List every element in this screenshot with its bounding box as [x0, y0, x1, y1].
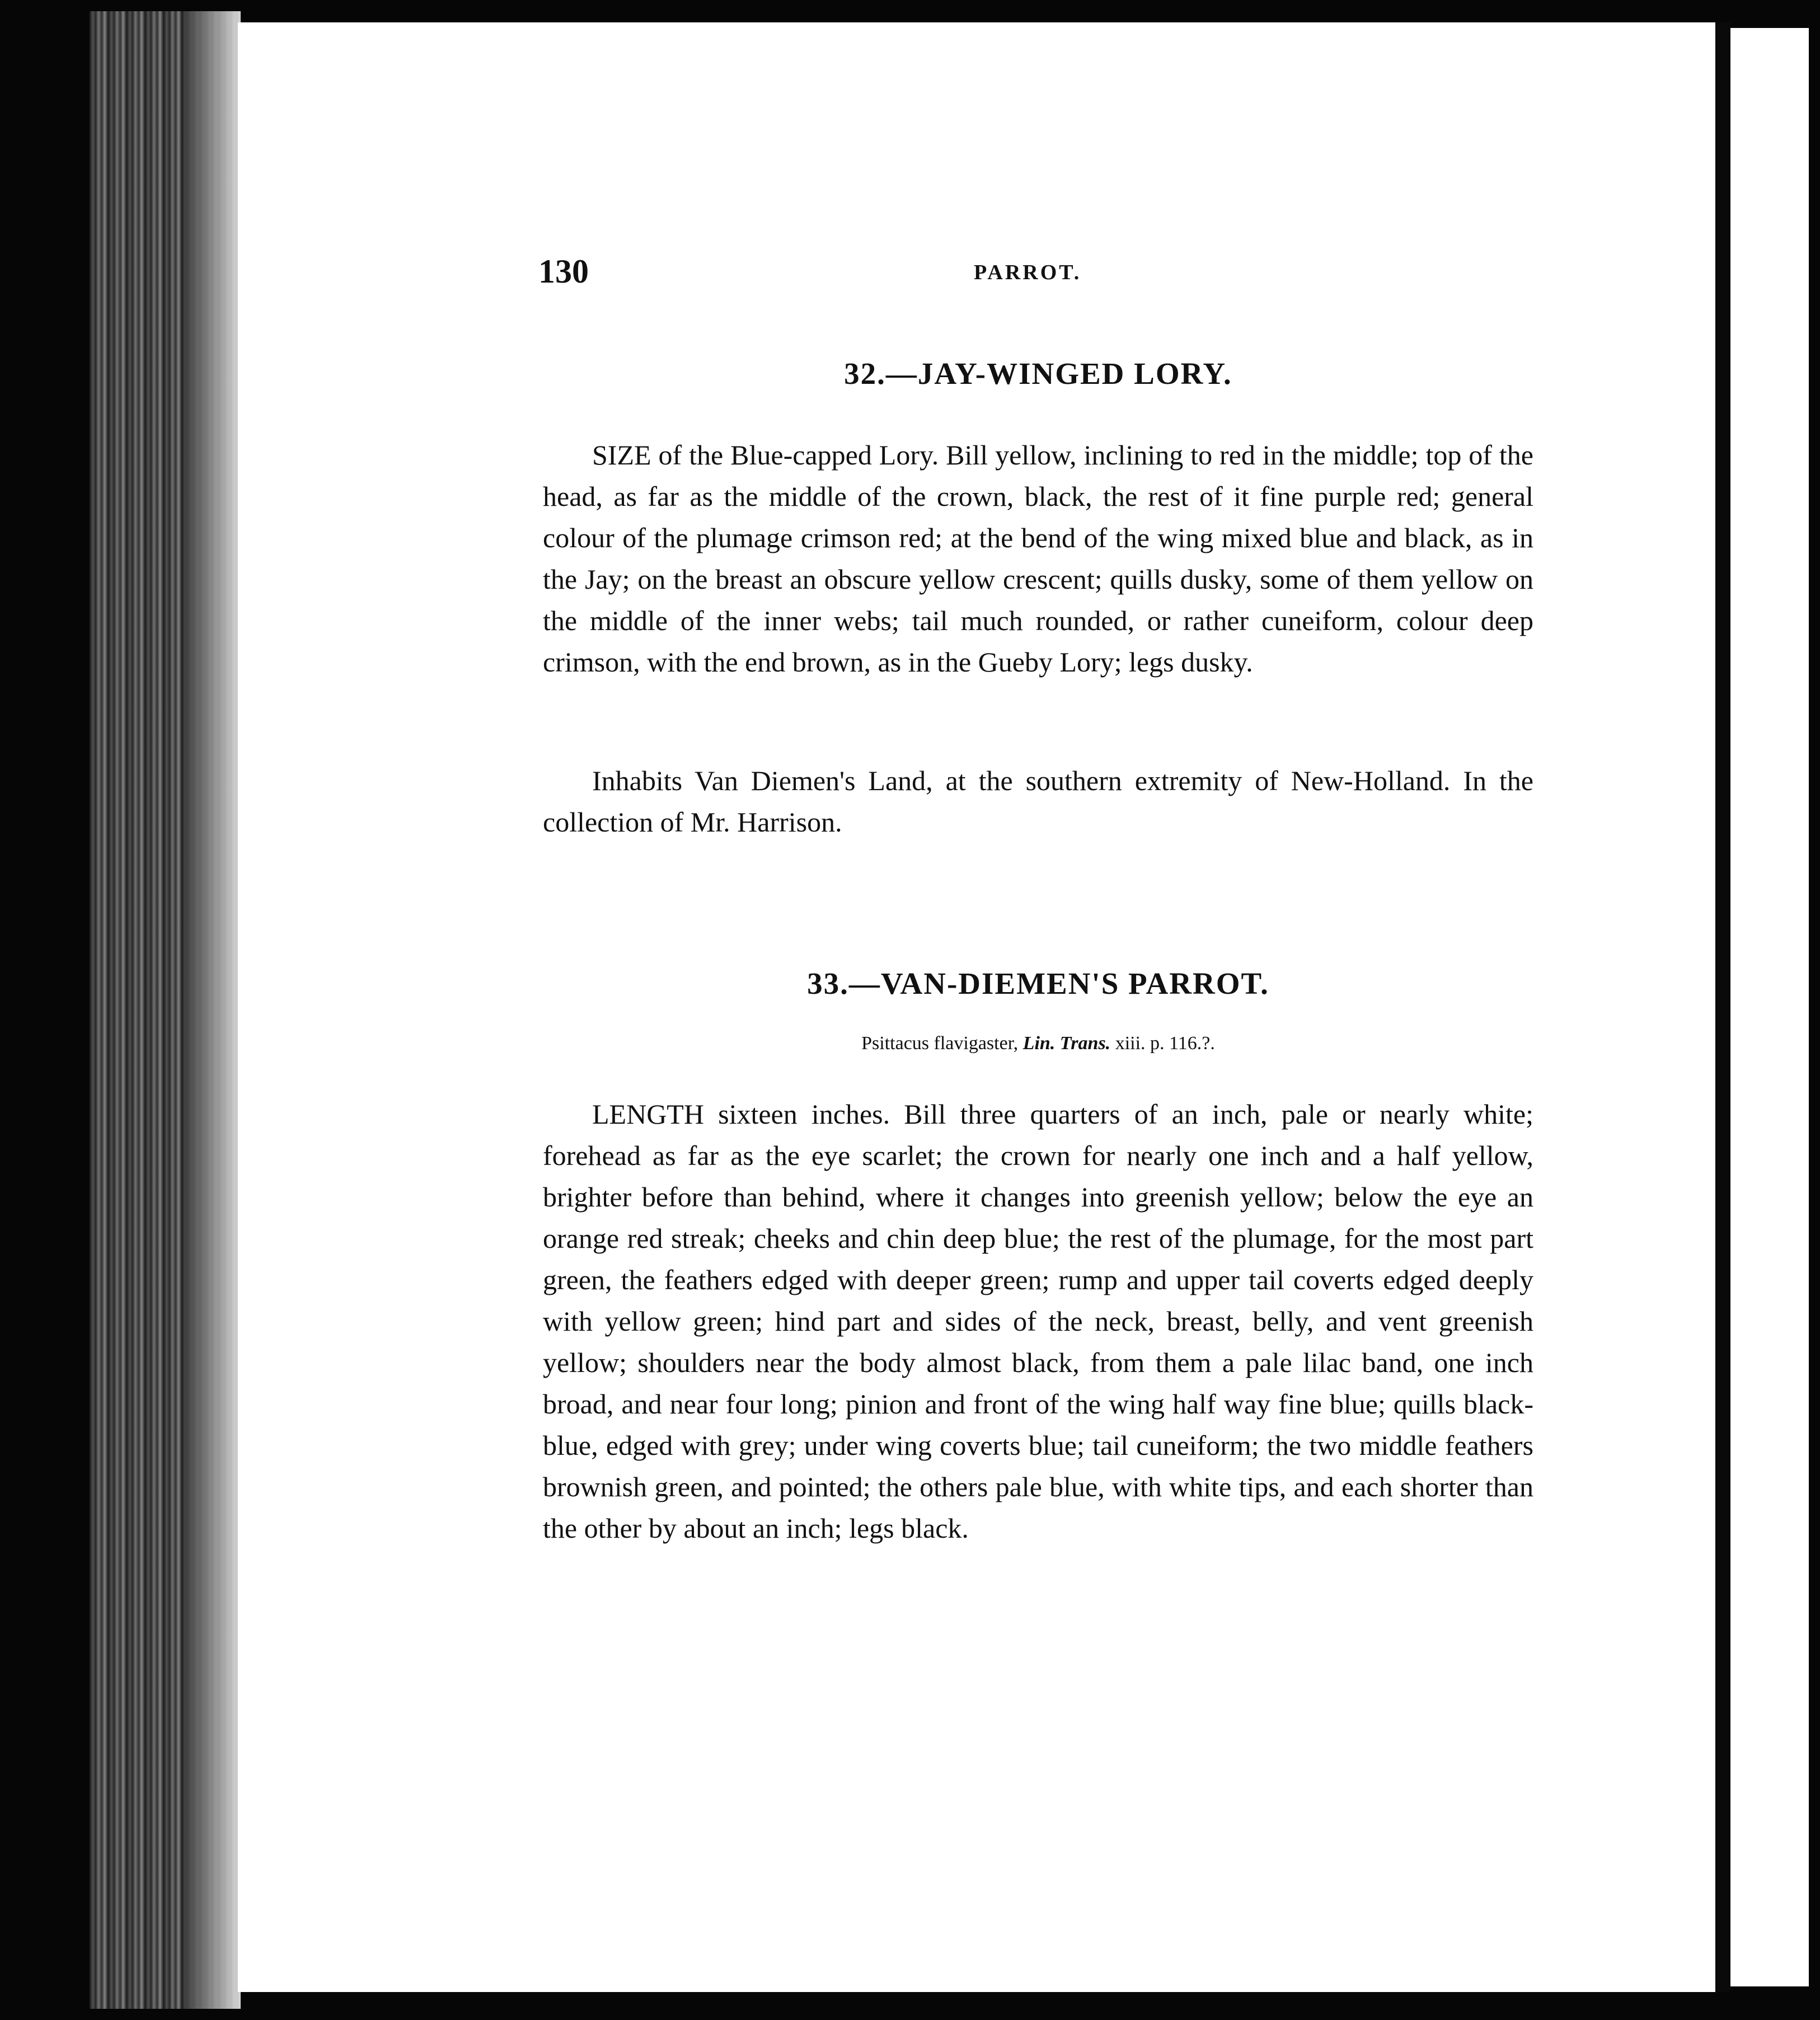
facing-page-sliver [1730, 28, 1809, 1986]
page-edge-divider [1717, 22, 1730, 1992]
section-heading-van-diemens-parrot: 33.—VAN-DIEMEN'S PARROT. [807, 966, 1269, 1000]
gutter-shadow [185, 11, 241, 2009]
description-paragraph [543, 1093, 1533, 1549]
running-head: PARROT. [974, 261, 1082, 284]
habitat-paragraph [543, 760, 1533, 843]
synonymy-citation [540, 1034, 1536, 1053]
book-page [238, 22, 1715, 1992]
synonym-name: Psittacus flavigaster, [861, 1033, 1019, 1054]
section-heading-jay-winged-lory: 32.—JAY-WINGED LORY. [844, 356, 1232, 391]
paragraph-text: Inhabits Van Diemen's Land, at the southern extremity of New-Holland. In the collection of Mr. Harrison. [543, 765, 1533, 838]
paragraph-text: SIZE of the Blue-capped Lory. Bill yellow, inclining to red in the middle; top of the head, as far as the middle of the crown, black, the rest of it fine purple red; general colour of the plumage crimson red; at the bend of the wing mixed blue and black, as in the Jay; on the breast an obscure yellow crescent; quills dusky, some of them yellow on the middle of the inner webs; tail much rounded, or rather cuneiform, colour deep crimson, with the end brown, as in the Gueby Lory; legs dusky. [543, 439, 1533, 678]
page-number: 130 [538, 253, 589, 290]
paragraph-text: LENGTH sixteen inches. Bill three quarters of an inch, pale or nearly white; forehead as far as the eye scarlet; the crown for nearly one inch and a half yellow, brighter before than behind, where it changes into greenish yellow; below the eye an orange red streak; cheeks and chin deep blue; the rest of the plumage, for the most part green, the feathers edged with deeper green; rump and upper tail coverts edged deeply with yellow green; hind part and sides of the neck, breast, belly, and vent greenish yellow; shoulders near the body almost black, from them a pale lilac band, one inch broad, and near four long; pinion and front of the wing half way fine blue; quills black-blue, edged with grey; under wing coverts blue; tail cuneiform; the two middle feathers brownish green, and pointed; the others pale blue, with white tips, and each shorter than the other by about an inch; legs black. [543, 1098, 1533, 1544]
synonym-reference: Lin. Trans. [1022, 1033, 1111, 1054]
synonym-page: xiii. p. 116.?. [1115, 1033, 1215, 1054]
description-paragraph [543, 434, 1533, 683]
